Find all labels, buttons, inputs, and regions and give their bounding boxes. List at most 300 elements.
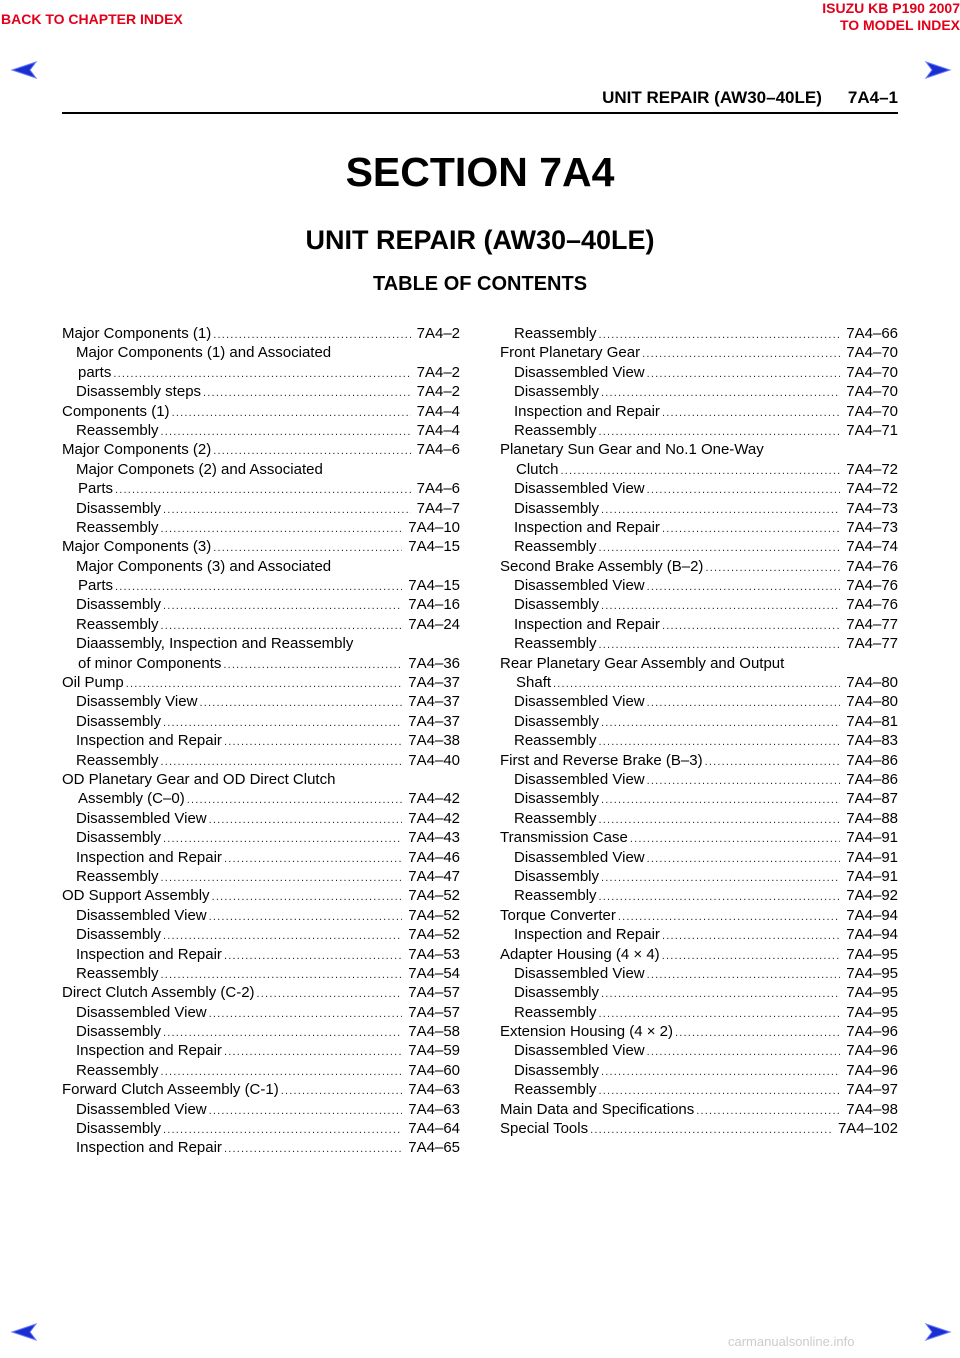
toc-entry-title: Disassembly — [514, 712, 600, 730]
toc-entry-page: 7A4–52 — [408, 926, 460, 944]
toc-entry-title: Reassembly — [76, 867, 159, 885]
toc-title: TABLE OF CONTENTS — [372, 273, 588, 295]
toc-leader-dots — [601, 985, 840, 1004]
toc-entry[interactable] — [500, 634, 898, 653]
toc-entry-title: Disassembly steps — [76, 383, 202, 401]
toc-entry-page: 7A4–2 — [416, 325, 460, 342]
toc-entry-page: 7A4–2 — [416, 383, 460, 401]
toc-entry-page: 7A4–16 — [408, 596, 460, 614]
toc-entry[interactable] — [62, 983, 460, 1002]
toc-entry-title: Rear Planetary Gear Assembly and Output — [500, 654, 785, 672]
toc-entry[interactable] — [500, 886, 898, 905]
header-title: UNIT REPAIR (AW30–40LE) — [602, 88, 822, 107]
toc-leader-dots — [662, 927, 840, 946]
toc-entry-title: Major Components (3) and Associated — [76, 557, 332, 575]
toc-entry[interactable] — [500, 964, 898, 983]
toc-entry-page: 7A4–58 — [408, 1023, 460, 1041]
toc-entry-title: Disassembly — [514, 499, 600, 517]
toc-leader-dots — [599, 888, 841, 907]
toc-leader-dots — [601, 791, 840, 810]
toc-entry-title: Reassembly — [514, 887, 597, 905]
toc-entry[interactable] — [500, 983, 898, 1002]
toc-entry-title: Disassembled View — [76, 1003, 207, 1021]
toc-entry[interactable] — [62, 363, 460, 382]
toc-entry-page: 7A4–40 — [408, 751, 460, 769]
toc-entry-page: 7A4–91 — [846, 867, 898, 885]
toc-entry-page: 7A4–70 — [846, 363, 898, 381]
toc-entry-page: 7A4–54 — [408, 964, 460, 982]
toc-entry[interactable] — [500, 751, 898, 770]
toc-leader-dots — [590, 1121, 832, 1140]
toc-entry-title: Reassembly — [76, 1061, 159, 1079]
toc-entry[interactable] — [500, 440, 898, 459]
next-page-bottom-button[interactable] — [922, 1322, 952, 1342]
toc-entry[interactable] — [500, 906, 898, 925]
toc-leader-dots — [601, 869, 840, 888]
toc-entry[interactable] — [62, 557, 460, 576]
toc-entry[interactable] — [62, 1119, 460, 1138]
toc-entry[interactable] — [500, 1022, 898, 1041]
toc-entry[interactable] — [62, 440, 460, 459]
toc-leader-dots — [209, 811, 403, 830]
toc-leader-dots — [163, 501, 411, 520]
toc-entry[interactable] — [500, 499, 898, 518]
toc-entry-page: 7A4–77 — [846, 635, 898, 653]
toc-entry-page: 7A4–98 — [846, 1100, 898, 1118]
toc-entry-page: 7A4–91 — [846, 829, 898, 847]
toc-leader-dots — [212, 888, 403, 907]
toc-entry[interactable] — [62, 1022, 460, 1041]
toc-entry[interactable] — [500, 867, 898, 886]
toc-entry-title: Disassembly — [76, 1120, 162, 1138]
toc-entry-title: Disassembly View — [76, 693, 198, 711]
to-model-index-link[interactable]: TO MODEL INDEX — [839, 17, 960, 33]
toc-entry[interactable] — [500, 1080, 898, 1099]
toc-entry[interactable] — [500, 1100, 898, 1119]
toc-entry-page: 7A4–77 — [846, 615, 898, 633]
toc-entry[interactable] — [500, 402, 898, 421]
toc-entry-title: Disassembly — [76, 712, 162, 730]
toc-entry-title: Disassembly — [514, 867, 600, 885]
toc-leader-dots — [224, 733, 402, 752]
toc-entry-page: 7A4–65 — [408, 1139, 460, 1157]
toc-leader-dots — [675, 1024, 840, 1043]
toc-entry-page: 7A4–73 — [846, 518, 898, 536]
toc-entry[interactable] — [62, 867, 460, 886]
toc-entry-title: Components (1) — [62, 402, 170, 420]
toc-entry-page: 7A4–76 — [846, 577, 898, 595]
toc-entry[interactable] — [500, 809, 898, 828]
toc-entry-title: Special Tools — [500, 1120, 589, 1138]
arrow-right-icon — [922, 60, 952, 80]
toc-entry[interactable] — [500, 557, 898, 576]
toc-entry-page: 7A4–96 — [846, 1061, 898, 1079]
toc-entry-title: of minor Components — [78, 654, 222, 672]
toc-leader-dots — [172, 404, 411, 423]
toc-entry-page: 7A4–46 — [408, 848, 460, 866]
toc-entry-title: Main Data and Specifications — [500, 1100, 695, 1118]
toc-entry[interactable] — [500, 789, 898, 808]
toc-entry-page: 7A4–4 — [416, 421, 460, 439]
toc-entry[interactable] — [500, 945, 898, 964]
toc-entry-title: Major Components (1) — [62, 325, 212, 342]
toc-entry-page: 7A4–86 — [846, 751, 898, 769]
toc-entry[interactable] — [62, 518, 460, 537]
toc-entry-title: Front Planetary Gear — [500, 344, 641, 362]
toc-entry[interactable] — [500, 692, 898, 711]
toc-entry[interactable] — [500, 460, 898, 479]
toc-entry[interactable] — [62, 343, 460, 362]
toc-entry[interactable] — [500, 595, 898, 614]
toc-entry[interactable] — [62, 576, 460, 595]
toc-entry-title: Reassembly — [514, 732, 597, 750]
toc-entry-title: Planetary Sun Gear and No.1 One-Way — [500, 441, 764, 459]
toc-leader-dots — [224, 1043, 402, 1062]
toc-entry-page: 7A4–37 — [408, 693, 460, 711]
toc-entry[interactable] — [500, 382, 898, 401]
toc-entry-title: Disassembly — [76, 1023, 162, 1041]
toc-entry[interactable] — [62, 499, 460, 518]
toc-right-column — [500, 324, 898, 1138]
toc-entry-title: Major Componets (2) and Associated — [76, 460, 323, 478]
toc-entry[interactable] — [62, 634, 460, 653]
toc-entry[interactable] — [62, 692, 460, 711]
toc-entry-page: 7A4–47 — [408, 867, 460, 885]
toc-leader-dots — [696, 1102, 840, 1121]
toc-entry[interactable] — [62, 654, 460, 673]
toc-entry[interactable] — [62, 382, 460, 401]
toc-entry-page: 7A4–80 — [846, 674, 898, 692]
toc-entry[interactable] — [62, 770, 460, 789]
toc-entry[interactable] — [500, 731, 898, 750]
toc-entry[interactable] — [62, 731, 460, 750]
toc-entry[interactable] — [500, 654, 898, 673]
toc-entry-title: Disassembly — [76, 596, 162, 614]
prev-page-bottom-button[interactable] — [10, 1322, 40, 1342]
toc-entry[interactable] — [62, 479, 460, 498]
toc-entry-title: Reassembly — [514, 1003, 597, 1021]
toc-entry[interactable] — [500, 1119, 898, 1138]
toc-entry-page: 7A4–66 — [846, 325, 898, 342]
toc-entry-title: Reassembly — [514, 635, 597, 653]
toc-entry[interactable] — [500, 712, 898, 731]
toc-entry[interactable] — [500, 848, 898, 867]
toc-entry[interactable] — [62, 1041, 460, 1060]
toc-entry-page: 7A4–43 — [408, 829, 460, 847]
toc-entry[interactable] — [62, 886, 460, 905]
toc-entry-title: Major Components (2) — [62, 441, 212, 459]
toc-entry-title: Disassembled View — [514, 693, 645, 711]
toc-entry-title: Inspection and Repair — [76, 732, 222, 750]
toc-entry[interactable] — [500, 673, 898, 692]
toc-entry-page: 7A4–63 — [408, 1100, 460, 1118]
toc-entry[interactable] — [62, 809, 460, 828]
toc-leader-dots — [647, 966, 841, 985]
toc-entry-title: Disassembled View — [514, 363, 645, 381]
toc-entry-title: Reassembly — [514, 325, 597, 342]
toc-leader-dots — [187, 791, 403, 810]
toc-entry[interactable] — [62, 1061, 460, 1080]
toc-entry-page: 7A4–42 — [408, 790, 460, 808]
section-title: SECTION 7A4 — [345, 149, 615, 195]
unit-title: UNIT REPAIR (AW30–40LE) — [305, 225, 655, 255]
toc-entry[interactable] — [62, 1100, 460, 1119]
toc-entry-page: 7A4–91 — [846, 848, 898, 866]
toc-leader-dots — [224, 1140, 402, 1159]
toc-entry-title: Inspection and Repair — [76, 945, 222, 963]
toc-entry-title: OD Planetary Gear and OD Direct Clutch — [62, 770, 336, 788]
toc-entry-title: Oil Pump — [62, 674, 124, 692]
toc-entry-title: Disassembled View — [514, 848, 645, 866]
toc-entry-title: Major Components (1) and Associated — [76, 344, 332, 362]
toc-entry-page: 7A4–6 — [416, 480, 460, 498]
toc-entry[interactable] — [62, 712, 460, 731]
toc-entry-page: 7A4–74 — [846, 538, 898, 556]
toc-entry-title: Transmission Case — [500, 829, 628, 847]
toc-entry[interactable] — [500, 1061, 898, 1080]
toc-entry-page: 7A4–52 — [408, 887, 460, 905]
toc-entry[interactable] — [62, 906, 460, 925]
toc-leader-dots — [209, 1005, 403, 1024]
toc-entry[interactable] — [500, 925, 898, 944]
toc-entry-title: Disassembled View — [76, 809, 207, 827]
model-title-link[interactable]: ISUZU KB P190 2007 — [822, 0, 960, 16]
toc-entry[interactable] — [62, 402, 460, 421]
toc-entry-title: Reassembly — [514, 538, 597, 556]
toc-leader-dots — [599, 811, 841, 830]
toc-entry[interactable] — [500, 1003, 898, 1022]
toc-entry-title: Disassembled View — [514, 577, 645, 595]
toc-entry-page: 7A4–95 — [846, 1003, 898, 1021]
toc-entry-title: parts — [78, 363, 112, 381]
toc-entry[interactable] — [62, 537, 460, 556]
toc-entry-page: 7A4–102 — [837, 1120, 898, 1138]
toc-entry-page: 7A4–94 — [846, 906, 898, 924]
toc-entry-title: Reassembly — [76, 964, 159, 982]
toc-leader-dots — [224, 850, 402, 869]
next-page-top-button[interactable] — [922, 60, 952, 80]
toc-entry-page: 7A4–37 — [408, 712, 460, 730]
toc-entry[interactable] — [62, 673, 460, 692]
toc-entry-page: 7A4–59 — [408, 1042, 460, 1060]
toc-entry-page: 7A4–71 — [846, 421, 898, 439]
toc-entry-page: 7A4–88 — [846, 809, 898, 827]
toc-leader-dots — [281, 1082, 403, 1101]
toc-entry[interactable] — [62, 595, 460, 614]
toc-entry-page: 7A4–63 — [408, 1081, 460, 1099]
toc-entry-title: Disassembly — [76, 926, 162, 944]
toc-entry[interactable] — [62, 1138, 460, 1157]
toc-entry[interactable] — [62, 1003, 460, 1022]
toc-entry-page: 7A4–87 — [846, 790, 898, 808]
toc-entry[interactable] — [500, 828, 898, 847]
toc-entry-page: 7A4–38 — [408, 732, 460, 750]
toc-entry[interactable] — [500, 576, 898, 595]
toc-entry-title: Adapter Housing (4 × 4) — [500, 945, 660, 963]
toc-entry[interactable] — [62, 324, 460, 343]
toc-entry-title: Reassembly — [76, 615, 159, 633]
header-page-number: 7A4–1 — [847, 88, 898, 107]
toc-leader-dots — [705, 559, 840, 578]
toc-entry-page: 7A4–76 — [846, 557, 898, 575]
toc-leader-dots — [647, 850, 841, 869]
toc-entry-title: Assembly (C–0) — [78, 790, 185, 808]
toc-leader-dots — [662, 520, 840, 539]
toc-leader-dots — [601, 1063, 840, 1082]
toc-entry[interactable] — [500, 343, 898, 362]
toc-entry-title: Reassembly — [514, 421, 597, 439]
toc-entry-title: Disassembled View — [514, 770, 645, 788]
toc-leader-dots — [224, 947, 402, 966]
toc-entry-title: Reassembly — [76, 518, 159, 536]
toc-entry-title: Diaassembly, Inspection and Reassembly — [76, 635, 354, 653]
toc-entry-title: Disassembly — [514, 790, 600, 808]
toc-entry-title: Disassembly — [76, 499, 162, 517]
toc-entry[interactable] — [62, 828, 460, 847]
toc-leader-dots — [662, 947, 841, 966]
toc-entry[interactable] — [62, 751, 460, 770]
toc-entry[interactable] — [62, 848, 460, 867]
toc-entry-title: Reassembly — [76, 751, 159, 769]
toc-entry-page: 7A4–81 — [846, 712, 898, 730]
toc-entry-page: 7A4–94 — [846, 926, 898, 944]
toc-entry-title: Inspection and Repair — [76, 1042, 222, 1060]
toc-entry[interactable] — [500, 1041, 898, 1060]
toc-entry-title: Disassembled View — [514, 1042, 645, 1060]
toc-entry-title: Second Brake Assembly (B–2) — [500, 557, 704, 575]
toc-entry-page: 7A4–92 — [846, 887, 898, 905]
toc-entry-page: 7A4–96 — [846, 1023, 898, 1041]
toc-leader-dots — [199, 694, 402, 713]
toc-entry-title: OD Support Assembly — [62, 887, 210, 905]
toc-entry-title: First and Reverse Brake (B–3) — [500, 751, 703, 769]
toc-entry[interactable] — [62, 945, 460, 964]
toc-entry-title: Forward Clutch Asseembly (C-1) — [62, 1081, 279, 1099]
arrow-left-icon — [10, 1322, 40, 1342]
toc-entry-title: Disassembly — [514, 596, 600, 614]
toc-entry-title: Parts — [78, 480, 114, 498]
toc-entry-title: Inspection and Repair — [514, 518, 660, 536]
page-header — [62, 86, 898, 114]
toc-entry-title: Disassembled View — [76, 1100, 207, 1118]
toc-entry-title: Major Components (3) — [62, 538, 212, 556]
toc-leader-dots — [630, 830, 840, 849]
toc-entry-page: 7A4–53 — [408, 945, 460, 963]
toc-entry-page: 7A4–76 — [846, 596, 898, 614]
toc-entry-page: 7A4–95 — [846, 984, 898, 1002]
toc-entry[interactable] — [500, 363, 898, 382]
toc-leader-dots — [163, 597, 402, 616]
toc-entry-title: Reassembly — [514, 1081, 597, 1099]
toc-entry-title: Inspection and Repair — [514, 615, 660, 633]
toc-entry-page: 7A4–24 — [408, 615, 460, 633]
toc-entry-title: Reassembly — [76, 421, 159, 439]
toc-entry-page: 7A4–57 — [408, 984, 460, 1002]
toc-leader-dots — [662, 617, 840, 636]
toc-entry-page: 7A4–6 — [416, 441, 460, 459]
toc-entry-title: Disassembly — [514, 984, 600, 1002]
toc-entry-page: 7A4–70 — [846, 402, 898, 420]
toc-leader-dots — [647, 772, 841, 791]
toc-entry-title: Inspection and Repair — [76, 848, 222, 866]
toc-leader-dots — [705, 753, 841, 772]
watermark-text: carmanualsonline.info — [728, 1334, 855, 1349]
toc-entry-page: 7A4–52 — [408, 906, 460, 924]
toc-entry-title: Torque Converter — [500, 906, 616, 924]
toc-entry-page: 7A4–72 — [846, 460, 898, 478]
toc-leader-dots — [209, 908, 403, 927]
toc-entry-page: 7A4–36 — [408, 654, 460, 672]
toc-entry-page: 7A4–70 — [846, 344, 898, 362]
toc-entry-page: 7A4–70 — [846, 383, 898, 401]
toc-entry-page: 7A4–15 — [408, 538, 460, 556]
toc-entry[interactable] — [500, 518, 898, 537]
toc-leader-dots — [647, 694, 841, 713]
toc-leader-dots — [257, 985, 403, 1004]
toc-entry-title: Disassembly — [514, 383, 600, 401]
toc-entry-title: Disassembly — [514, 1061, 600, 1079]
prev-page-top-button[interactable] — [10, 60, 40, 80]
toc-entry-title: Disassembled View — [514, 964, 645, 982]
toc-entry-page: 7A4–57 — [408, 1003, 460, 1021]
toc-leader-dots — [601, 714, 840, 733]
toc-leader-dots — [647, 365, 841, 384]
toc-leader-dots — [209, 1102, 403, 1121]
toc-entry[interactable] — [500, 324, 898, 343]
toc-entry[interactable] — [500, 421, 898, 440]
toc-entry-page: 7A4–15 — [408, 577, 460, 595]
toc-entry[interactable] — [62, 789, 460, 808]
toc-entry-page: 7A4–86 — [846, 770, 898, 788]
toc-entry-title: Parts — [78, 577, 114, 595]
toc-entry-page: 7A4–60 — [408, 1061, 460, 1079]
toc-leader-dots — [662, 404, 840, 423]
toc-entry[interactable] — [500, 479, 898, 498]
toc-entry-page: 7A4–96 — [846, 1042, 898, 1060]
toc-entry-title: Direct Clutch Assembly (C-2) — [62, 984, 255, 1002]
toc-entry[interactable] — [62, 460, 460, 479]
toc-entry[interactable] — [500, 770, 898, 789]
toc-entry-page: 7A4–7 — [416, 499, 460, 517]
toc-entry-title: Disassembled View — [514, 480, 645, 498]
toc-leader-dots — [647, 481, 841, 500]
toc-left-column — [62, 324, 460, 1158]
back-to-chapter-index-link[interactable]: BACK TO CHAPTER INDEX — [1, 11, 183, 27]
toc-entry-title: Inspection and Repair — [76, 1139, 222, 1157]
toc-entry[interactable] — [62, 615, 460, 634]
arrow-left-icon — [10, 60, 40, 80]
toc-entry[interactable] — [62, 925, 460, 944]
toc-entry-page: 7A4–95 — [846, 945, 898, 963]
toc-entry-page: 7A4–42 — [408, 809, 460, 827]
toc-entry-page: 7A4–95 — [846, 964, 898, 982]
toc-leader-dots — [223, 656, 402, 675]
toc-entry[interactable] — [500, 537, 898, 556]
toc-entry-page: 7A4–73 — [846, 499, 898, 517]
arrow-right-icon — [922, 1322, 952, 1342]
toc-entry[interactable] — [62, 964, 460, 983]
toc-entry-title: Extension Housing (4 × 2) — [500, 1023, 674, 1041]
toc-entry-title: Inspection and Repair — [514, 926, 660, 944]
toc-entry-page: 7A4–37 — [408, 674, 460, 692]
toc-entry-title: Clutch — [516, 460, 559, 478]
toc-entry[interactable] — [62, 1080, 460, 1099]
toc-entry[interactable] — [62, 421, 460, 440]
toc-entry-page: 7A4–64 — [408, 1120, 460, 1138]
toc-entry[interactable] — [500, 615, 898, 634]
toc-entry-page: 7A4–80 — [846, 693, 898, 711]
toc-leader-dots — [647, 578, 841, 597]
